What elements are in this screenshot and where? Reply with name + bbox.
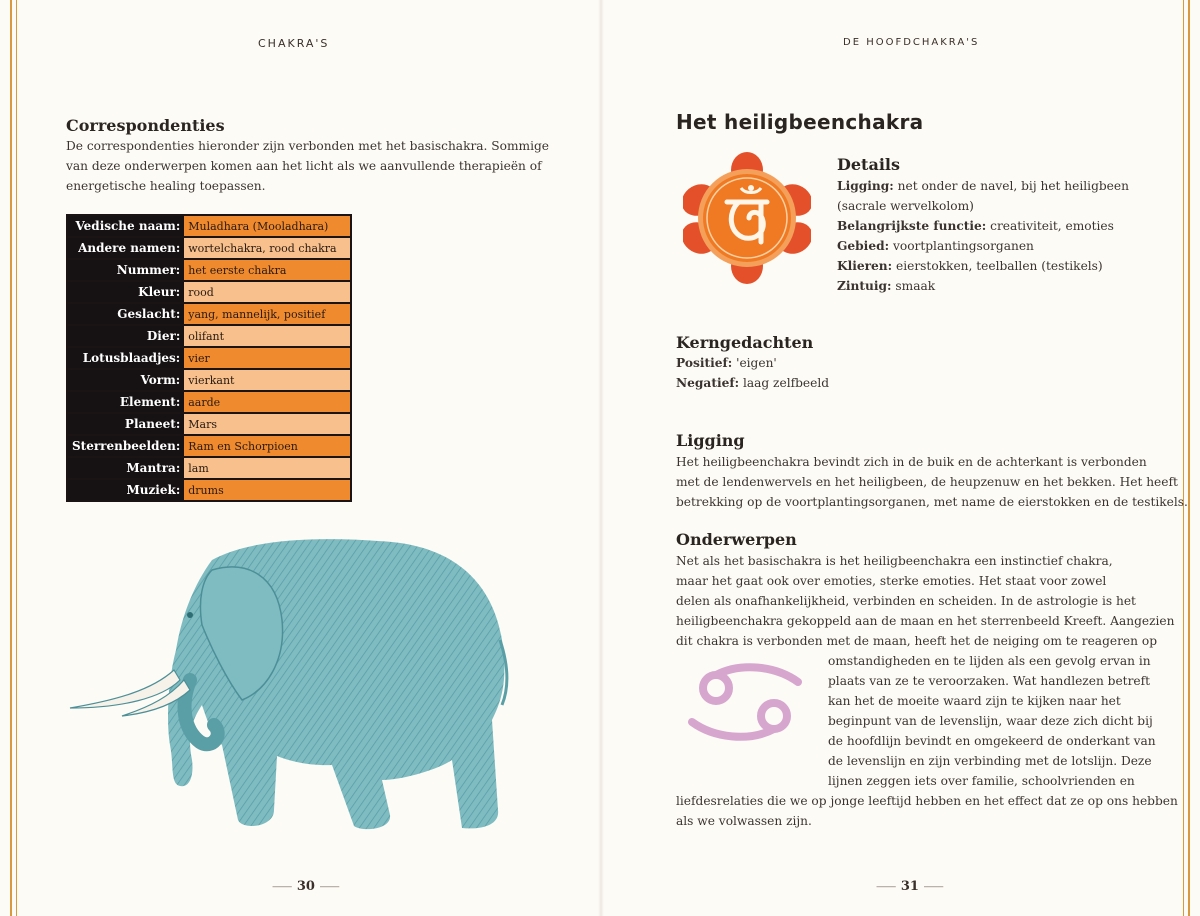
table-value: lam	[184, 457, 351, 479]
details-text: smaak	[891, 279, 936, 293]
paragraph-line: beginpunt van de levenslijn, waar deze zich dicht bij	[828, 714, 1153, 728]
details-label: Ligging:	[837, 179, 894, 193]
table-value: drums	[184, 479, 351, 501]
table-value: aarde	[184, 391, 351, 413]
details-text: eierstokken, teelballen (testikels)	[892, 259, 1103, 273]
table-row	[67, 413, 351, 435]
negatief-label: Negatief:	[676, 376, 740, 390]
running-head-right: DE HOOFDCHAKRA'S	[843, 37, 980, 48]
intro-paragraph	[66, 136, 549, 196]
details-line	[837, 236, 1129, 256]
table-key: Nummer:	[67, 259, 184, 281]
kerngedachten-list	[676, 353, 829, 393]
table-key: Dier:	[67, 325, 184, 347]
paragraph-line: liefdesrelaties die we op jonge leeftijd hebben en het effect dat ze op ons hebben	[676, 794, 1178, 808]
table-row	[67, 347, 351, 369]
ornament-icon: ⸺	[319, 879, 340, 893]
page-border-left-inner	[16, 0, 17, 916]
book-gutter	[598, 0, 604, 916]
section-heading-correspondenties: Correspondenties	[66, 116, 225, 135]
table-key: Muziek:	[67, 479, 184, 501]
paragraph-line: de hoofdlijn bevindt en omgekeerd de onderkant van	[828, 734, 1156, 748]
table-row	[67, 391, 351, 413]
details-list	[837, 176, 1129, 296]
table-key: Mantra:	[67, 457, 184, 479]
elephant-illustration	[62, 530, 532, 840]
ornament-icon: ⸺	[923, 879, 944, 893]
paragraph-line: betrekking op de voortplantingsorganen, met name de eierstokken en de testikels.	[676, 495, 1188, 509]
paragraph-line: als we volwassen zijn.	[676, 814, 812, 828]
details-label: Zintuig:	[837, 279, 892, 293]
paragraph-line: dit chakra is verbonden met de maan, heeft het de neiging om te reageren op	[676, 634, 1157, 648]
page-border-left	[10, 0, 12, 916]
details-text: voortplantingsorganen	[889, 239, 1034, 253]
table-key: Planeet:	[67, 413, 184, 435]
table-value: rood	[184, 281, 351, 303]
details-line	[837, 256, 1129, 276]
page-number-right	[876, 877, 944, 894]
table-key: Geslacht:	[67, 303, 184, 325]
ornament-icon: ⸺	[272, 879, 293, 893]
details-line	[837, 276, 1129, 296]
cancer-zodiac-icon	[686, 660, 806, 744]
negatief-text: laag zelfbeeld	[739, 376, 830, 390]
table-row	[67, 479, 351, 501]
table-value: vier	[184, 347, 351, 369]
table-value: yang, mannelijk, positief	[184, 303, 351, 325]
table-row	[67, 259, 351, 281]
table-key: Lotusblaadjes:	[67, 347, 184, 369]
table-key: Andere namen:	[67, 237, 184, 259]
table-row	[67, 369, 351, 391]
table-key: Element:	[67, 391, 184, 413]
details-label: Gebied:	[837, 239, 890, 253]
page-number-value: 30	[296, 879, 315, 894]
table-key: Sterrenbeelden:	[67, 435, 184, 457]
positief-text: 'eigen'	[732, 356, 777, 370]
details-text: net onder de navel, bij het heiligbeen	[893, 179, 1129, 193]
details-heading: Details	[837, 155, 900, 174]
table-value: het eerste chakra	[184, 259, 351, 281]
table-row	[67, 237, 351, 259]
details-line	[837, 216, 1129, 236]
table-row	[67, 215, 351, 237]
table-key: Vedische naam:	[67, 215, 184, 237]
paragraph-line: omstandigheden en te lijden als een gevolg ervan in	[828, 654, 1151, 668]
paragraph-line: Net als het basischakra is het heiligbeenchakra een instinctief chakra,	[676, 554, 1113, 568]
paragraph-line: heiligbeenchakra gekoppeld aan de maan en het sterrenbeeld Kreeft. Aangezien	[676, 614, 1175, 628]
intro-line: De correspondenties hieronder zijn verbonden met het basischakra. Sommige	[66, 139, 550, 153]
table-value: Muladhara (Mooladhara)	[184, 215, 351, 237]
running-head-left: CHAKRA'S	[258, 37, 330, 50]
onderwerpen-heading: Onderwerpen	[676, 530, 797, 549]
details-text: (sacrale wervelkolom)	[837, 199, 974, 213]
table-row	[67, 435, 351, 457]
paragraph-line: met de lendenwervels en het heiligbeen, de heupzenuw en het bekken. Het heeft	[676, 475, 1178, 489]
intro-line: energetische healing toepassen.	[66, 179, 266, 193]
details-line	[837, 176, 1129, 196]
paragraph-line: Het heiligbeenchakra bevindt zich in de buik en de achterkant is verbonden	[676, 455, 1147, 469]
paragraph-line: plaats van ze te veroorzaken. Wat handlezen betreft	[828, 674, 1151, 688]
page-number-value: 31	[900, 879, 919, 894]
table-row	[67, 325, 351, 347]
sacral-chakra-symbol	[683, 152, 811, 284]
table-row	[67, 303, 351, 325]
page-border-right	[1188, 0, 1190, 916]
table-row	[67, 457, 351, 479]
ligging-paragraph	[676, 452, 1188, 512]
details-text: creativiteit, emoties	[986, 219, 1114, 233]
ligging-heading: Ligging	[676, 431, 745, 450]
table-value: Ram en Schorpioen	[184, 435, 351, 457]
correspondence-table	[66, 214, 352, 502]
paragraph-line: delen als onafhankelijkheid, verbinden en scheiden. In de astrologie is het	[676, 594, 1136, 608]
table-key: Vorm:	[67, 369, 184, 391]
table-row	[67, 281, 351, 303]
chapter-title: Het heiligbeenchakra	[676, 110, 924, 134]
details-line	[837, 196, 1129, 216]
intro-line: van deze onderwerpen komen aan het licht als we aanvullende therapieën of	[66, 159, 542, 173]
table-key: Kleur:	[67, 281, 184, 303]
table-value: olifant	[184, 325, 351, 347]
paragraph-line: lijnen zeggen iets over familie, schoolvrienden en	[828, 774, 1135, 788]
paragraph-line: kan het de moeite waard zijn te kijken naar het	[828, 694, 1121, 708]
ornament-icon: ⸺	[876, 879, 897, 893]
table-value: Mars	[184, 413, 351, 435]
table-value: wortelchakra, rood chakra	[184, 237, 351, 259]
details-label: Klieren:	[837, 259, 893, 273]
kerngedachten-heading: Kerngedachten	[676, 333, 814, 352]
details-label: Belangrijkste functie:	[837, 219, 987, 233]
page-number-left	[272, 877, 340, 894]
paragraph-line: maar het gaat ook over emoties, sterke emoties. Het staat voor zowel	[676, 574, 1107, 588]
paragraph-line: de levenslijn en zijn verbinding met de lotslijn. Deze	[828, 754, 1152, 768]
table-value: vierkant	[184, 369, 351, 391]
positief-label: Positief:	[676, 356, 733, 370]
